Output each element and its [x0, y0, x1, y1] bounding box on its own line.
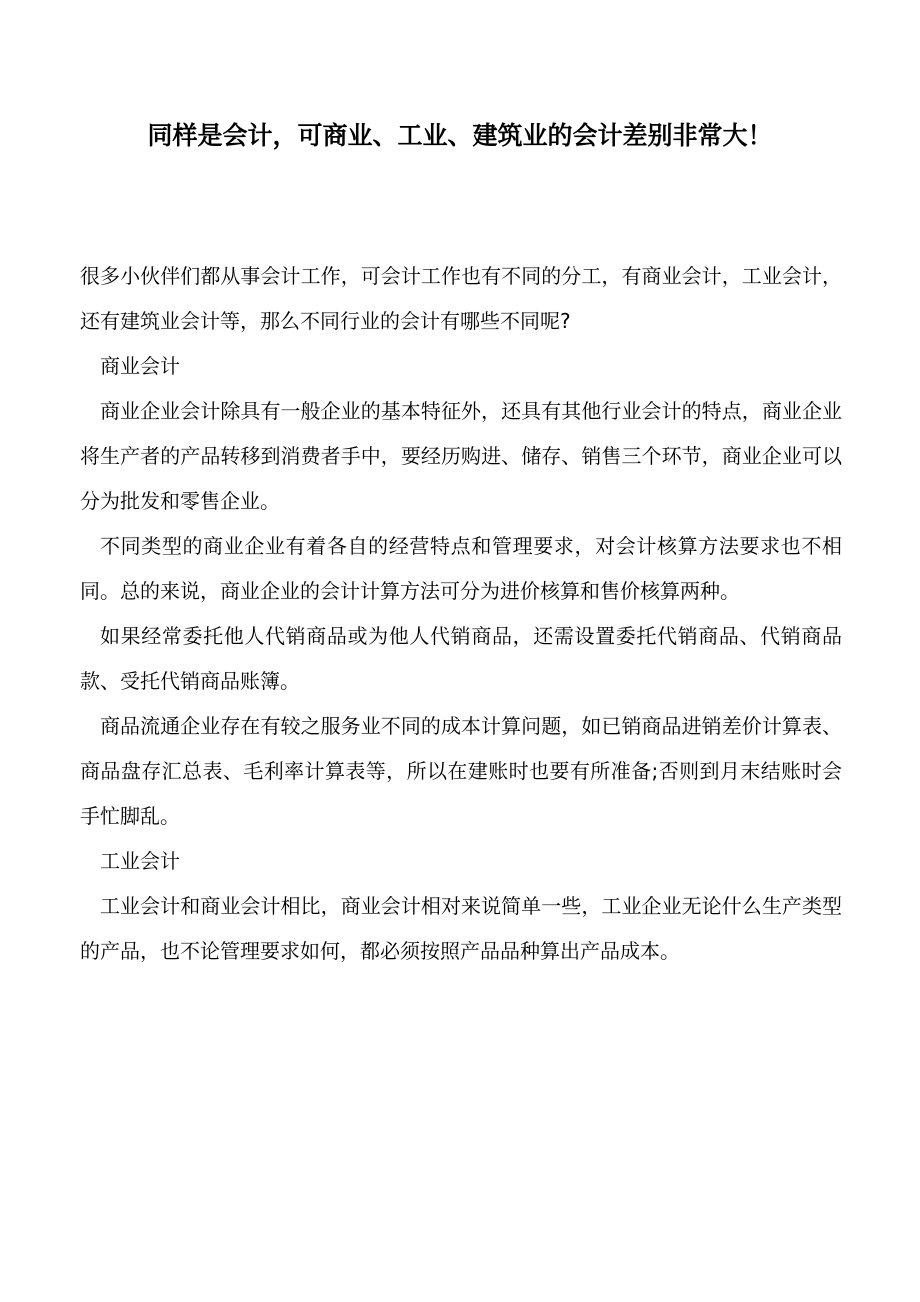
paragraph-commercial-methods: 不同类型的商业企业有着各自的经营特点和管理要求，对会计核算方法要求也不相同。总的来说，商业企业的会计计算方法可分为进价核算和售价核算两种。	[80, 534, 842, 603]
paragraph-industrial: 工业会计和商业会计相比，商业会计相对来说简单一些，工业企业无论什么生产类型的产品，也不论管理要求如何，都必须按照产品品种算出产品成本。	[80, 894, 842, 963]
paragraph-consignment: 如果经常委托他人代销商品或为他人代销商品，还需设置委托代销商品、代销商品款、受托代销商品账簿。	[80, 624, 842, 693]
paragraph-intro: 很多小伙伴们都从事会计工作，可会计工作也有不同的分工，有商业会计，工业会计，还有建筑业会计等，那么不同行业的会计有哪些不同呢?	[80, 264, 842, 333]
paragraph-cost-calculation: 商品流通企业存在有较之服务业不同的成本计算问题，如已销商品进销差价计算表、商品盘存汇总表、毛利率计算表等，所以在建账时也要有所准备;否则到月末结账时会手忙脚乱。	[80, 714, 842, 828]
document-title: 同样是会计，可商业、工业、建筑业的会计差别非常大！	[147, 121, 773, 150]
section-heading-commercial: 商业会计	[100, 354, 180, 378]
document-body	[80, 254, 842, 974]
section-heading-industrial: 工业会计	[100, 849, 180, 873]
paragraph-commercial-features: 商业企业会计除具有一般企业的基本特征外，还具有其他行业会计的特点，商业企业将生产者的产品转移到消费者手中，要经历购进、储存、销售三个环节，商业企业可以分为批发和零售企业。	[80, 399, 842, 513]
